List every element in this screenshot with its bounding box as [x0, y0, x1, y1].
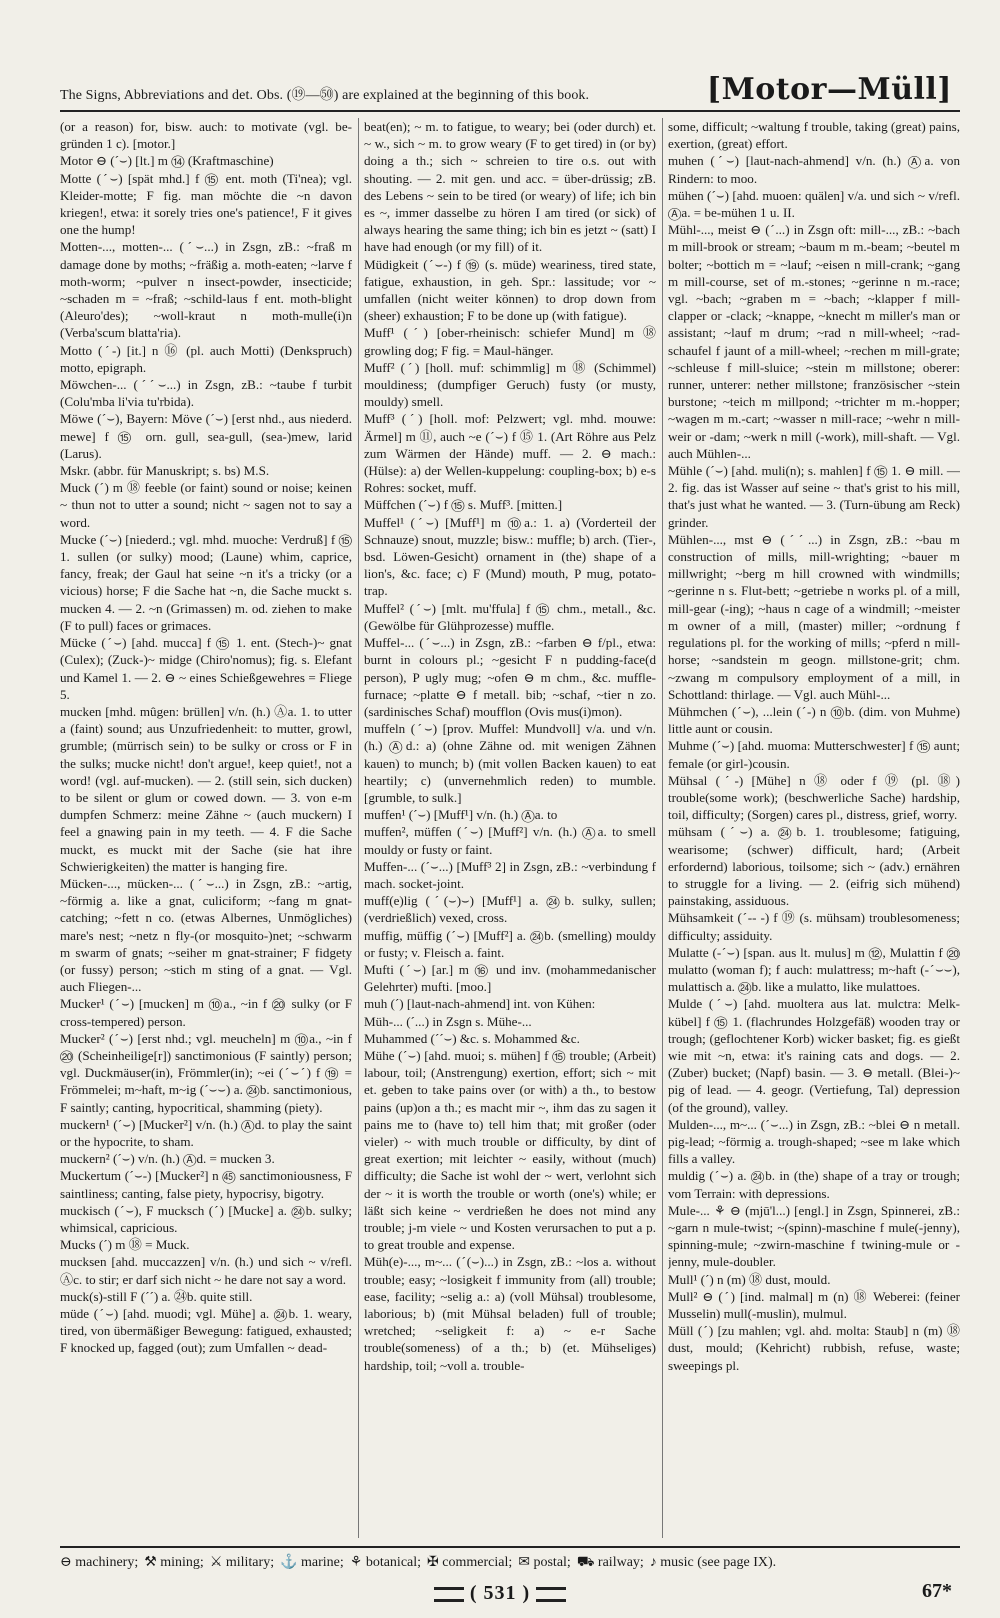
dictionary-entry: Mucker² (ˊ⌣) [erst nhd.; vgl. meucheln] m ⑩a., ~in f ⑳ (Scheinheilige[r]) sanctimonious (F saintly) person; vgl. Duckmäuser(in), Frömmler(in); ~ei (ˊ⌣ˊ) f ⑲ = Frömmelei; m~haft, m~ig (ˊ⌣⌣) a. ㉔b. sanctimonious, F saintly; canting, hypocritical, shamming (piety). [60, 1030, 352, 1115]
dictionary-entry: muffen², müffen (ˊ⌣) [Muff²] v/n. (h.) Ⓐa. to smell mouldy or fusty or faint. [364, 824, 656, 857]
dictionary-entry: Mulden-..., m~... (ˊ⌣...) in Zsgn, zB.: ~blei ⊖ n metall. pig-lead; ~förmig a. trough-shaped; ~see m lake which fills a valley. [668, 1116, 960, 1167]
header-rule [60, 110, 960, 112]
dictionary-entry: muffig, müffig (ˊ⌣) [Muff²] a. ㉔b. (smelling) mouldy or fusty; v. Fleisch a. faint. [364, 927, 656, 960]
flower-icon: ⚘ botanical; [349, 1555, 422, 1570]
dictionary-entry: Mskr. (abbr. für Manuskript; s. bs) M.S. [60, 463, 270, 479]
dictionary-entry: Mull² ⊖ (ˊ) [ind. malmal] m (n) ⑱ Weberei: (feiner Musselin) mull(-muslin), mulmul. [668, 1288, 960, 1322]
dictionary-entry: Möwe (ˊ⌣), Bayern: Möve (ˊ⌣) [erst nhd., aus niederd. mewe] f ⑮ orn. gull, sea-gull, (sea-)mew, larid (Larus). [60, 411, 352, 461]
dictionary-entry: muckern² (ˊ⌣) v/n. (h.) Ⓐd. = mucken 3. [60, 1151, 275, 1167]
dictionary-entry: Muhammed (ˊˊ⌣) &c. s. Mohammed &c. [364, 1030, 580, 1046]
dictionary-entry: Mühsamkeit (ˊ-- -) f ⑲ (s. mühsam) troublesomeness; difficulty; assiduity. [668, 910, 960, 943]
signature-mark: 67* [922, 1580, 952, 1602]
page-header [60, 72, 960, 112]
dictionary-entry: mühsam (ˊ⌣) a. ㉔b. 1. troublesome; fatiguing, wearisome; (schwer) difficult, hard; (Arbeit erfordernd) laborious, toilsome; sich ~ (adv.) ernähren to struggle for a living. — 2. (eifrig sich mühend) painstaking, assiduous. [668, 824, 960, 909]
ornament-right [536, 1587, 566, 1602]
postal-icon: ✉ postal; [518, 1555, 571, 1570]
dictionary-entry: Mühe (ˊ⌣) [ahd. muoi; s. mühen] f ⑮ trouble; (Arbeit) labour, toil; (Anstrengung) exertion, effort; sich ~ mit et. geben to take pains over (or with) a th., to bestow pains (up)on a th.; es macht mir ~, ihm das zu sagen it pains me to (have to) tell him that; mit großer (oder vieler) ~ with much trouble or difficulty, by dint of great exertion; mit leichter ~ easily, without (much) difficulty; die Sache ist wohl der ~ wert, verlohnt sich der ~ it is worth the trouble or worth (one's) while; er läßt sich keine ~ verdrießen he does not mind any trouble; j-m viele ~ und Kosten verursachen to put a p. to great trouble and expense. [364, 1047, 656, 1253]
dictionary-entry: muffeln (ˊ⌣) [prov. Muffel: Mundvoll] v/a. und v/n. (h.) Ⓐd.: a) (ohne Zähne od. mit wenigen Zähnen kauen) to munch; b) (mit vollen Backen kauen) to eat heartily; c) (unvernehmlich reden) to mumble. [grumble, to sulk.] [364, 721, 656, 805]
dictionary-entry: Mühlen-..., mst ⊖ (ˊˊ...) in Zsgn, zB.: ~bau m construction of mills, mill-wrighting; ~bauer m millwright; ~berg m hill crowned with windmills; ~gerinne n s. Flut-bett; ~getriebe n works pl. of a mill, mill-gear (-ing); ~haus n cage of a windmill; ~meister m owner of a mill, (master) miller; ~ordnung f regulations pl. for the working of mills; ~pferd n mill-horse; ~sandstein m geogn. millstone-grit; chm. ~zwang m compulsory employment of a mill, in Schottland: thirlage. — Vgl. auch Mühl-... [668, 531, 960, 702]
dictionary-entry: Muhme (ˊ⌣) [ahd. muoma: Mutterschwester] f ⑮ aunt; female (or girl-)cousin. [668, 738, 960, 771]
dictionary-entry: beat(en); ~ m. to fatigue, to weary; bei (oder durch) et. ~ w., sich ~ m. to grow weary (F to get tired) in (or by) doing a th.; sich ~ schreien to tire o.s. out with shouting. — 2. mit gen. und acc. = über-drüssig; zB. des Lebens ~ sein to be tired (or weary) of life; ich bin es ~, immer dasselbe zu hören I am tired (or sick) of always hearing the same thing; ich bin es jetzt ~ (satt) I have had enough (or my fill) of it. [364, 119, 656, 255]
dictionary-entry: Muck (ˊ) m ⑱ feeble (or faint) sound or noise; keinen ~ thun not to utter a sound; nicht ~ sagen not to say a word. [60, 480, 352, 530]
dictionary-entry: Mücken-..., mücken-... (ˊ⌣...) in Zsgn, zB.: ~artig, ~förmig a. like a gnat, culiciform; ~fang m gnat-catching; ~fett n co. (etwas Albernes, Unmögliches) mare's nest; ~netz n fly-(or mosquito-)net; ~schwarm m swarm of gnats; ~seiher m gnat-strainer; F fidgety (or fussy) person; ~stich m sting of a gnat. — Vgl. auch Fliegen-... [60, 875, 352, 995]
railway-icon: ⛟ railway; [576, 1555, 644, 1570]
dictionary-entry: Mücke (ˊ⌣) [ahd. mucca] f ⑮ 1. ent. (Stech-)~ gnat (Culex); (Zuck-)~ midge (Chiro'nomus); fig. s. Elefant und Kamel 1. — 2. ⊖ ~ eines Schießgewehres = Fliege 5. [60, 635, 352, 702]
column-divider [662, 118, 663, 1538]
dictionary-entry: (or a reason) for, bisw. auch: to motivate (vgl. be-gründen 1 c). [motor.] [60, 119, 352, 152]
dictionary-entry: Motte (ˊ⌣) [spät mhd.] f ⑮ ent. moth (Ti'nea); vgl. Kleider-motte; F fig. man möchte die ~n davon kriegen!, etwa: it sorely tries one's patience!, F it gives one the hump! [60, 170, 352, 238]
dictionary-entry: Motten-..., motten-... (ˊ⌣...) in Zsgn, zB.: ~fraß m damage done by moths; ~fräßig a. moth-eaten; ~larve f moth-worm; ~pulver n insect-powder, insecticide; ~schaden m = ~fraß; ~schild-laus f ent. moth-blight (Aleuro'des); ~woll-kraut n moth-mulle(i)n (Verba'scum blatta'ria). [60, 239, 352, 341]
column-right [668, 118, 960, 1538]
dictionary-entry: muldig (ˊ⌣) a. ㉔b. in (the) shape of a tray or trough; vom Terrain: with depressions. [668, 1168, 960, 1201]
dictionary-entry: Müdigkeit (ˊ⌣-) f ⑲ (s. müde) weariness, tired state, fatigue, exhaustion, in geh. Spr.: lassitude; vor ~ umfallen (nicht weiter können) to drop down from (sheer) exhaustion; F to be done up (with fatigue). [364, 256, 656, 324]
dictionary-entry: Müh(e)-..., m~... (ˊ(⌣)...) in Zsgn, zB.: ~los a. without trouble; easy; ~losigkeit f immunity from (all) trouble; ease, facility; ~selig a.: a) (voll Mühsal) troublesome, laborious; b) (mit Mühsal beladen) full of trouble; wretched; ~seligkeit f: a) ~ e-r Sache trouble(someness) of a th.; b) (et. Mühseliges) hardship, toil; ~voll a. trouble- [364, 1254, 656, 1373]
dictionary-entry: some, difficult; ~waltung f trouble, taking (great) pains, exertion, (great) effort. [668, 119, 960, 152]
page-number-text: ( 531 ) [469, 1582, 531, 1604]
dictionary-entry: Muff¹ (ˊ) [ober-rheinisch: schiefer Mund] m ⑱ growling dog; F fig. = Maul-hänger. [364, 325, 656, 358]
dictionary-entry: muck(s)-still F (ˊˊ) a. ㉔b. quite still. [60, 1288, 253, 1304]
ornament-left [434, 1587, 464, 1602]
dictionary-entry: muh (ˊ) [laut-nach-ahmend] int. von Kühen: [364, 996, 596, 1012]
dictionary-entry: Mucks (ˊ) m ⑱ = Muck. [60, 1237, 190, 1253]
page-number [400, 1582, 600, 1605]
music-icon: ♪ music (see page IX). [649, 1555, 777, 1570]
dictionary-entry: Mühle (ˊ⌣) [ahd. muli(n); s. mahlen] f ⑮ 1. ⊖ mill. — 2. fig. das ist Wasser auf seine ~ that's grist to his mill, that's just what he wanted. — 3. (Turn-übung am Reck) grinder. [668, 463, 960, 530]
dictionary-entry: mucksen [ahd. muccazzen] v/n. (h.) und sich ~ v/refl. Ⓐc. to stir; er darf sich nicht ~ he dare not say a word. [60, 1254, 352, 1287]
dictionary-entry: müde (ˊ⌣) [ahd. muodi; vgl. Mühe] a. ㉔b. 1. weary, tired, von übermäßiger Bewegung: fatigued, exhausted; F knocked up, fagged (out); zum Umfallen ~ dead- [60, 1306, 352, 1356]
dictionary-entry: Muffel¹ (ˊ⌣) [Muff¹] m ⑩a.: 1. a) (Vorderteil der Schnauze) snout, muzzle; bisw.: muffle; b) arch. (Tier-, bsd. Löwen-Gesicht) ornament in (the) shape of a lion's, &c. face; c) F (Mund) mouth, P mug, potato-trap. [364, 514, 656, 599]
page-title: [Motor—Müll] [706, 72, 952, 107]
dictionary-entry: mucken [mhd. mûgen: brüllen] v/n. (h.) Ⓐa. 1. to utter a (faint) sound; aus Unzufriedenheit: to mutter, growl, grumble; (mürrisch sein) to be sulky or cross or F in the sulks; mucke nicht! don't argue!, keep quiet!, not a word! (vgl. auf-mucken). — 2. (still sein, sich ducken) to be silent or glum or cowed down. — 3. von e-m dumpfen Schmerz: meine Zähne ~ (auch muckern) I feel a gnawing pain in my teeth. — 4. F die Sache muckt, es muckt mit der Sache (sie hat ihre Schwierigkeiten) the matter is hanging fire. [60, 703, 352, 874]
dictionary-entry: Mufti (ˊ⌣) [ar.] m ⑯ und inv. (mohammedanischer Gelehrter) mufti. [moo.] [364, 961, 656, 995]
dictionary-entry: Müh-... (ˊ...) in Zsgn s. Mühe-... [364, 1013, 532, 1029]
dictionary-entry: muckisch (ˊ⌣), F mucksch (ˊ) [Mucke] a. ㉔b. sulky; whimsical, capricious. [60, 1202, 352, 1235]
gear-icon: ⊖ machinery; [60, 1555, 139, 1570]
column-left [60, 118, 352, 1538]
commercial-icon: ✠ commercial; [427, 1555, 513, 1570]
mining-icon: ⚒ mining; [144, 1555, 204, 1570]
dictionary-entry: Motto (ˊ-) [it.] n ⑯ (pl. auch Motti) (Denkspruch) motto, epigraph. [60, 342, 352, 375]
dictionary-entry: Müffchen (ˊ⌣) f ⑮ s. Muff³. [mitten.] [364, 497, 563, 513]
dictionary-entry: Mucke (ˊ⌣) [niederd.; vgl. mhd. muoche: Verdruß] f ⑮ 1. sullen (or sulky) mood; (Laune) whim, caprice, fancy, freak; der Gaul hat seine ~n it's a tricky (or a vicious) horse; F die Sache hat ~n, die Sache muckt s. mucken 4. — 2. ~n (Grimassen) m. od. ziehen to make (F to pull) faces or grimaces. [60, 531, 352, 633]
dictionary-columns [60, 118, 960, 1538]
column-divider [358, 118, 359, 1538]
dictionary-entry: Mühl-..., meist ⊖ (ˊ...) in Zsgn oft: mill-..., zB.: ~bach m mill-brook or stream; ~baum m m.-beam; ~beutel m bolter; ~bottich m = ~lauf; ~eisen n mill-crank; ~gang m mill-course, set of m.-stones; ~gerinne n m.-race; vgl. ~bach; ~graben m = ~bach; ~klapper f mill-clapper or -clack; ~knappe, ~knecht m miller's man or assistant; ~lauf m drum; ~rad n mill-wheel; ~rad-schaufel f jaunt of a mill-wheel; ~rechen m mill-grate; ~schleuse f mill-sluice; ~stein m millstone; oberer: runner, unterer: nether millstone; französischer ~stein burstone; ~teich m millpond; ~trichter m m.-hopper; ~wagen m m.-cart; ~wasser n mill-race; ~wehr n mill-weir or -dam; ~werk n mill (-work), mill-shaft. — Vgl. auch Mühlen-... [668, 222, 960, 461]
dictionary-entry: Muckertum (ˊ⌣-) [Mucker²] n ㊺ sanctimoniousness, F saintliness; canting, false piety, hypocrisy, bigotry. [60, 1168, 352, 1201]
dictionary-entry: muffen¹ (ˊ⌣) [Muff¹] v/n. (h.) Ⓐa. to [364, 807, 558, 823]
dictionary-entry: muckern¹ (ˊ⌣) [Mucker²] v/n. (h.) Ⓐd. to play the saint or the hypocrite, to sham. [60, 1116, 352, 1149]
military-icon: ⚔ military; [209, 1555, 275, 1570]
column-middle [364, 118, 656, 1538]
dictionary-entry: Mulatte (-ˊ⌣) [span. aus lt. mulus] m ⑫, Mulattin f ⑳ mulatto (woman f); f auch: mulattress; m~haft (-ˊ⌣⌣), mulattisch a. ㉔b. like a mulatto, like mulattoes. [668, 944, 960, 995]
dictionary-entry: Muff³ (ˊ) [holl. mof: Pelzwert; vgl. mhd. mouwe: Ärmel] m ⑪, auch ~e (ˊ⌣) f ⑮ 1. (Art Röhre aus Pelz zum Wärmen der Hände) muff. — 2. ⊖ mach.: (Hülse): a) der Wellen-kuppelung: coupling-box; b) e-s Rohres: socket, muff. [364, 411, 656, 496]
dictionary-entry: Muffel-... (ˊ⌣...) in Zsgn, zB.: ~farben ⊖ f/pl., etwa: burnt in colours pl.; ~gesicht F n pudding-face(d person), P ugly mug; ~ofen ⊖ m chm., &c. muffle-furnace; ~platte ⊖ f metall. bib; ~schaf, ~tier n zo. (sardinisches Schaf) moufflon (Ovis mus(i)mon). [364, 635, 656, 719]
abbreviations-note: The Signs, Abbreviations and det. Obs. (⑲—㊿) are explained at the beginning of this book. [60, 88, 590, 103]
dictionary-entry: Möwchen-... (ˊˊ⌣...) in Zsgn, zB.: ~taube f turbit (Colu'mba li'via tu'rbida). [60, 377, 352, 410]
dictionary-entry: Mühsal (ˊ-) [Mühe] n ⑱ oder f ⑲ (pl. ⑱) trouble(some work); (beschwerliche Sache) hardship, toil, difficulty; (Sorgen) cares pl., distress, grief, worry. [668, 772, 960, 823]
dictionary-entry: muhen (ˊ⌣) [laut-nach-ahmend] v/n. (h.) Ⓐa. von Rindern: to moo. [668, 153, 960, 186]
footer-rule [60, 1546, 960, 1548]
dictionary-entry: muff(e)lig (ˊ(⌣)⌣) [Muff¹] a. ㉔b. sulky, sullen; (verdrießlich) vexed, cross. [364, 893, 656, 926]
symbol-legend [60, 1554, 960, 1576]
dictionary-entry: Mule-... ⚘ ⊖ (mjū'l...) [engl.] in Zsgn, Spinnerei, zB.: ~garn n mule-twist; ~(spinn)-maschine f mule(-jenny), spinning-mule; ~zwirn-maschine f twining-mule or -jenny, mule-doubler. [668, 1202, 960, 1270]
dictionary-entry: Mucker¹ (ˊ⌣) [mucken] m ⑩a., ~in f ⑳ sulky (or F cross-tempered) person. [60, 996, 352, 1029]
dictionary-entry: mühen (ˊ⌣) [ahd. muoen: quälen] v/a. und sich ~ v/refl. Ⓐa. = be-mühen 1 u. II. [668, 187, 960, 221]
dictionary-entry: Mulde (ˊ⌣) [ahd. muoltera aus lat. mulctra: Melk-kübel] f ⑮ 1. (flachrundes Holzgefäß) wooden tray or trough; (geflochtener Korb) wicker basket; fig. es gießt wie mit ~n, etwa: it's raining cats and dogs. — 2. (Zuber) bucket; (Napf) basin. — 3. ⊖ metall. (Blei-)~ pig of lead. — 4. geogr. (Vertiefung, Tal) depression (of the ground), valley. [668, 996, 960, 1115]
dictionary-entry: Mull¹ (ˊ) n (m) ⑱ dust, mould. [668, 1271, 831, 1287]
dictionary-entry: Muffen-... (ˊ⌣...) [Muff³ 2] in Zsgn, zB.: ~verbindung f mach. socket-joint. [364, 858, 656, 891]
dictionary-entry: Muffel² (ˊ⌣) [mlt. mu'ffula] f ⑮ chm., metall., &c. (Gewölbe für Glühprozesse) muffle. [364, 600, 656, 633]
anchor-icon: ⚓ marine; [280, 1555, 344, 1570]
dictionary-entry: Mühmchen (ˊ⌣), ...lein (ˊ-) n ⑩b. (dim. von Muhme) little aunt or cousin. [668, 703, 960, 737]
dictionary-entry: Muff² (ˊ) [holl. muf: schimmlig] m ⑱ (Schimmel) mouldiness; (dumpfiger Geruch) fusty (or musty, mouldy) smell. [364, 359, 656, 410]
dictionary-entry: Müll (ˊ) [zu mahlen; vgl. ahd. molta: Staub] n (m) ⑱ dust, mould; (Kehricht) rubbish, refuse, waste; sweepings pl. [668, 1323, 960, 1373]
dictionary-entry: Motor ⊖ (ˊ⌣) [lt.] m ⑭ (Kraftmaschine) [60, 153, 274, 169]
